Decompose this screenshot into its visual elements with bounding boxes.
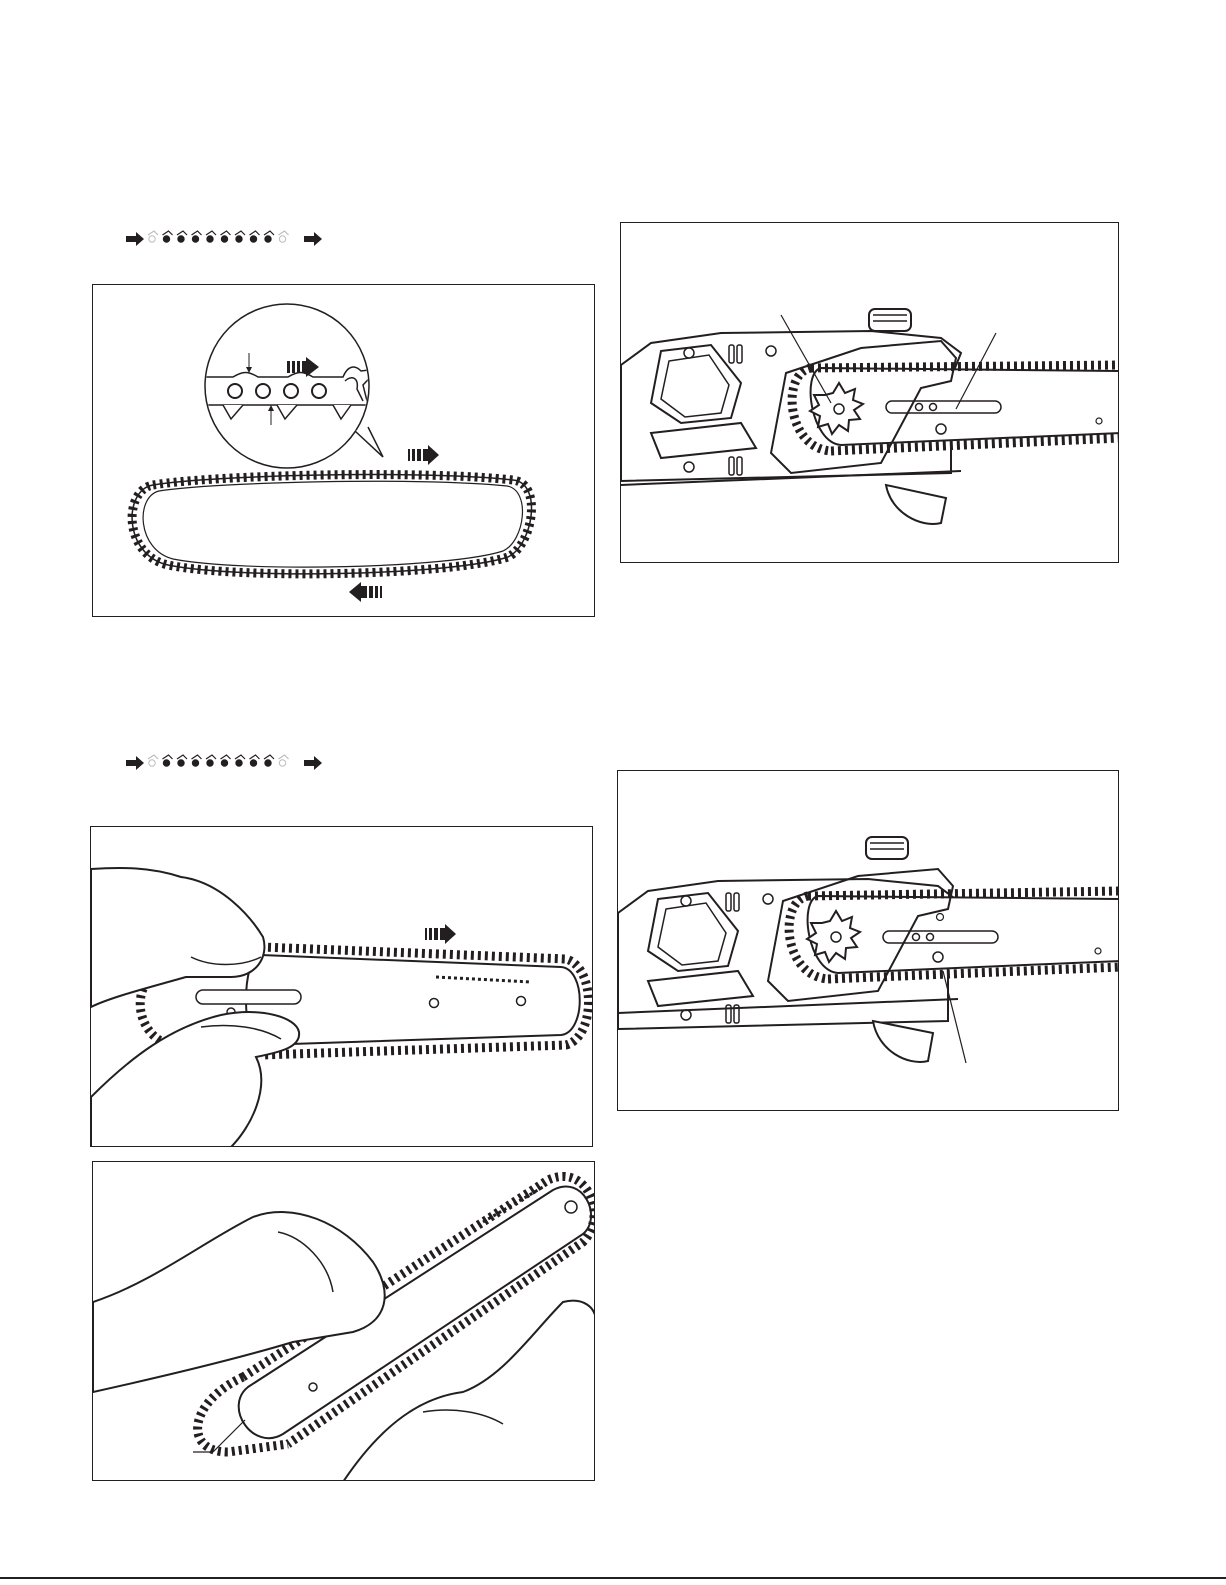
chain-tooth bbox=[235, 755, 245, 759]
chain-link bbox=[149, 236, 155, 242]
chain-bar-hands bbox=[92, 1161, 595, 1481]
chain-link bbox=[236, 760, 242, 766]
chain-tooth bbox=[221, 755, 231, 759]
chain-link bbox=[250, 236, 256, 242]
chain-direction-icon-1 bbox=[124, 228, 324, 250]
chain-tooth bbox=[192, 231, 202, 235]
chain-tooth bbox=[235, 231, 245, 235]
bar-tension-view bbox=[617, 770, 1119, 1111]
chain-tooth bbox=[177, 231, 187, 235]
chain-tooth bbox=[206, 755, 216, 759]
chain-tooth bbox=[264, 231, 274, 235]
chain-link bbox=[265, 236, 271, 242]
magnified-chain-detail bbox=[205, 304, 383, 468]
direction-arrow-bottom bbox=[349, 582, 382, 602]
chain-link bbox=[279, 236, 285, 242]
chain-link bbox=[163, 236, 169, 242]
chain-link bbox=[265, 760, 271, 766]
direction-arrow bbox=[425, 924, 456, 944]
chain-direction-diagram bbox=[92, 284, 595, 617]
chain-tooth bbox=[250, 231, 260, 235]
chain-tooth bbox=[264, 755, 274, 759]
chain-tooth bbox=[163, 755, 173, 759]
chain-tooth bbox=[192, 755, 202, 759]
chain-link bbox=[221, 236, 227, 242]
chain-direction-icon-2 bbox=[124, 752, 324, 774]
chain-link bbox=[207, 760, 213, 766]
chain-link bbox=[192, 760, 198, 766]
chain-tooth bbox=[279, 231, 289, 235]
chain-link bbox=[207, 236, 213, 242]
chain-link bbox=[192, 236, 198, 242]
bar-and-sprocket-view bbox=[620, 222, 1119, 563]
chain-link bbox=[149, 760, 155, 766]
oil-cap bbox=[866, 837, 908, 859]
chain-link bbox=[279, 760, 285, 766]
chain-link bbox=[221, 760, 227, 766]
chain-tooth bbox=[148, 231, 158, 235]
chain-tooth bbox=[177, 755, 187, 759]
direction-arrow-top bbox=[408, 445, 439, 465]
chain-tooth bbox=[163, 231, 173, 235]
chain-tooth bbox=[279, 755, 289, 759]
chain-link bbox=[250, 760, 256, 766]
chain-tooth bbox=[250, 755, 260, 759]
left-hand bbox=[91, 868, 264, 1007]
chain-tooth bbox=[221, 231, 231, 235]
chain-link bbox=[178, 760, 184, 766]
chain-link bbox=[178, 236, 184, 242]
footer-rule bbox=[0, 1577, 1226, 1579]
chain-loop bbox=[132, 475, 531, 574]
right-hand bbox=[91, 1012, 299, 1147]
oil-cap bbox=[869, 309, 911, 331]
chain-on-bar-held bbox=[90, 826, 593, 1147]
chain-link bbox=[236, 236, 242, 242]
chain-tooth bbox=[148, 755, 158, 759]
chain-link bbox=[163, 760, 169, 766]
chain-tooth bbox=[206, 231, 216, 235]
